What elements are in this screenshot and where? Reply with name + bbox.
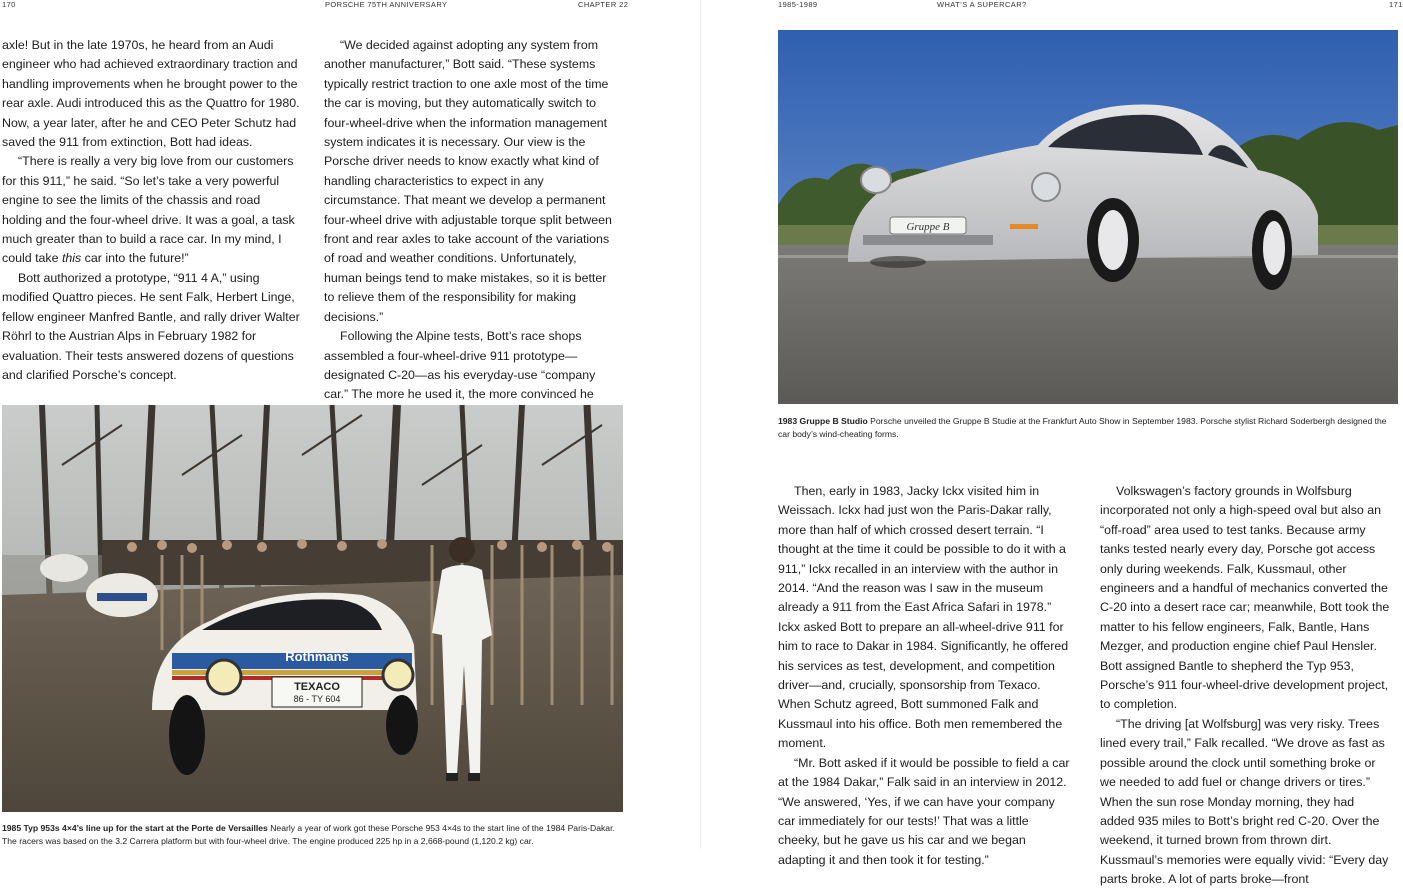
rally-photo-caption bbox=[2, 822, 618, 848]
livery-brand: Rothmans bbox=[285, 649, 349, 664]
paragraph: Following the Alpine tests, Bott’s race shops assembled a four-wheel-drive 911 prototype—designated C-20—as his everyday-use “company car.” The more he used it, the more convinced he bbox=[324, 329, 596, 402]
text-column-1 bbox=[2, 36, 302, 385]
paragraph: “Mr. Bott asked if it would be possible to field a car at the 1984 Dakar,” Falk said in an interview in 2012. “We answered, ‘Yes, if we can have your company car immediately for our tests!’ That was a little cheeky, but he gave us his car and we began adapting it and then took it for testing.” bbox=[778, 755, 1070, 867]
caption-text: Porsche unveiled the Gruppe B Studie at the Frankfurt Auto Show in September 1983. Porsche stylist Richard Soderbergh designed the car body’s wind-cheating forms. bbox=[778, 416, 1387, 439]
livery-sponsor: TEXACO bbox=[294, 681, 340, 693]
caption-title: 1983 Gruppe B Studio bbox=[778, 416, 868, 426]
text-column-2 bbox=[324, 36, 616, 424]
paragraph: Then, early in 1983, Jacky Ickx visited him in Weissach. Ickx had just won the Paris-Dakar rally, more than half of which crossed desert terrain. “I thought at the time it could be possible to do it with a 911,” Ickx recalled in an interview with the author in 2014. “And the reason was I saw in the museum already a 911 from the East Africa Safari in 1978.” Ickx asked Bott to prepare an all-wheel-drive 911 for him to race to Dakar in 1984. Significantly, he offered his services as test, development, and competition driver—and, crucially, sponsorship from Texaco. When Schutz agreed, Bott summoned Falk and Kussmaul into his office. Both men remembered the moment. bbox=[778, 484, 1069, 751]
paragraph: Volkswagen’s factory grounds in Wolfsburg incorporated not only a high-speed oval but also an “off-road” area used to test tanks. Because army tanks tested nearly every day, Porsche got access only during weekends. Falk, Kussmaul, other engineers and a handful of mechanics converted the C-20 into a desert race car; meanwhile, Bott took the matter to his fellow engineers, Falk, Bantle, Hans Mezger, and production engine chief Paul Hensler. Bott assigned Bantle to shepherd the Typ 953, Porsche’s 911 four-wheel-drive development project, to completion. bbox=[1100, 484, 1390, 712]
gruppe-b-caption bbox=[778, 415, 1398, 441]
paragraph: axle! But in the late 1970s, he heard from an Audi engineer who had achieved extraordinary traction and handling improvements when he brought power to the rear axle. Audi introduced this as the Quattro for 1980. Now, a year later, after he and CEO Peter Schutz had saved the 911 from extinction, Bott had ideas. bbox=[2, 38, 300, 150]
livery-plate: 86 - TY 604 bbox=[293, 694, 341, 704]
caption-text: Nearly a year of work got these Porsche 953 4×4s to the start line of the 1984 Paris-Dakar. The racers was based on the 3.2 Carrera platform but with four-wheel drive. The engine produced 225 hp in a 2,668-pound (1,120.2 kg) car. bbox=[2, 823, 615, 846]
text-column-2 bbox=[1100, 482, 1390, 890]
running-head-chapter: CHAPTER 22 bbox=[578, 0, 629, 9]
running-head-years: 1985-1989 bbox=[778, 0, 818, 9]
paragraph: “We decided against adopting any system from another manufacturer,” Bott said. “These systems typically restrict traction to one axle most of the time the car is moving, but they automatically switch to four-wheel-drive when the information management system indicates it is necessary. Our view is the Porsche driver needs to know exactly what kind of handling characteristics to expect in any circumstance. That meant we develop a permanent four-wheel drive with adjustable torque split between front and rear axles to take account of the variations of road and weather conditions. Unfortunately, human beings tend to make mistakes, so it is better to relieve them of the responsibility for making decisions.” bbox=[324, 38, 612, 324]
running-head-title: WHAT’S A SUPERCAR? bbox=[937, 0, 1027, 9]
running-head-title: PORSCHE 75TH ANNIVERSARY bbox=[325, 0, 448, 9]
paragraph: “There is really a very big love from our customers for this 911,” he said. “So let’s take a very powerful engine to see the limits of the chassis and road holding and the four-wheel drive. It was a goal, a task much greater than to build a race car. In my mind, I could take this car into the future!” bbox=[2, 154, 295, 266]
paragraph: “The driving [at Wolfsburg] was very risky. Trees lined every trail,” Falk recalled. “We drove as fast as possible around the clock until something broke or we needed to add fuel or change drivers or tires.” When the sun rose Monday morning, they had added 935 miles to Bott’s bright red C-20. Over the weekend, it turned brown from thrown dirt. Kussmaul’s memories were equally vivid: “Every day parts broke. A lot of parts broke—front bbox=[1100, 716, 1389, 887]
right-page bbox=[700, 0, 1403, 887]
paragraph: Bott authorized a prototype, “911 4 A,” using modified Quattro pieces. He sent Falk, Herbert Linge, fellow engineer Manfred Bantle, and rally driver Walter Röhrl to the Austrian Alps in February 1982 for evaluation. Their tests answered dozens of questions and clarified Porsche’s concept. bbox=[2, 270, 300, 382]
rally-photo bbox=[2, 405, 623, 812]
gruppe-b-plate: Gruppe B bbox=[906, 221, 950, 233]
page-number: 170 bbox=[2, 0, 16, 9]
gruppe-b-photo bbox=[778, 30, 1398, 404]
text-column-1 bbox=[778, 482, 1070, 870]
left-page bbox=[0, 0, 700, 849]
page-number: 171 bbox=[1389, 0, 1403, 9]
caption-title: 1985 Typ 953s 4×4’s line up for the start at the Porte de Versailles bbox=[2, 823, 268, 833]
